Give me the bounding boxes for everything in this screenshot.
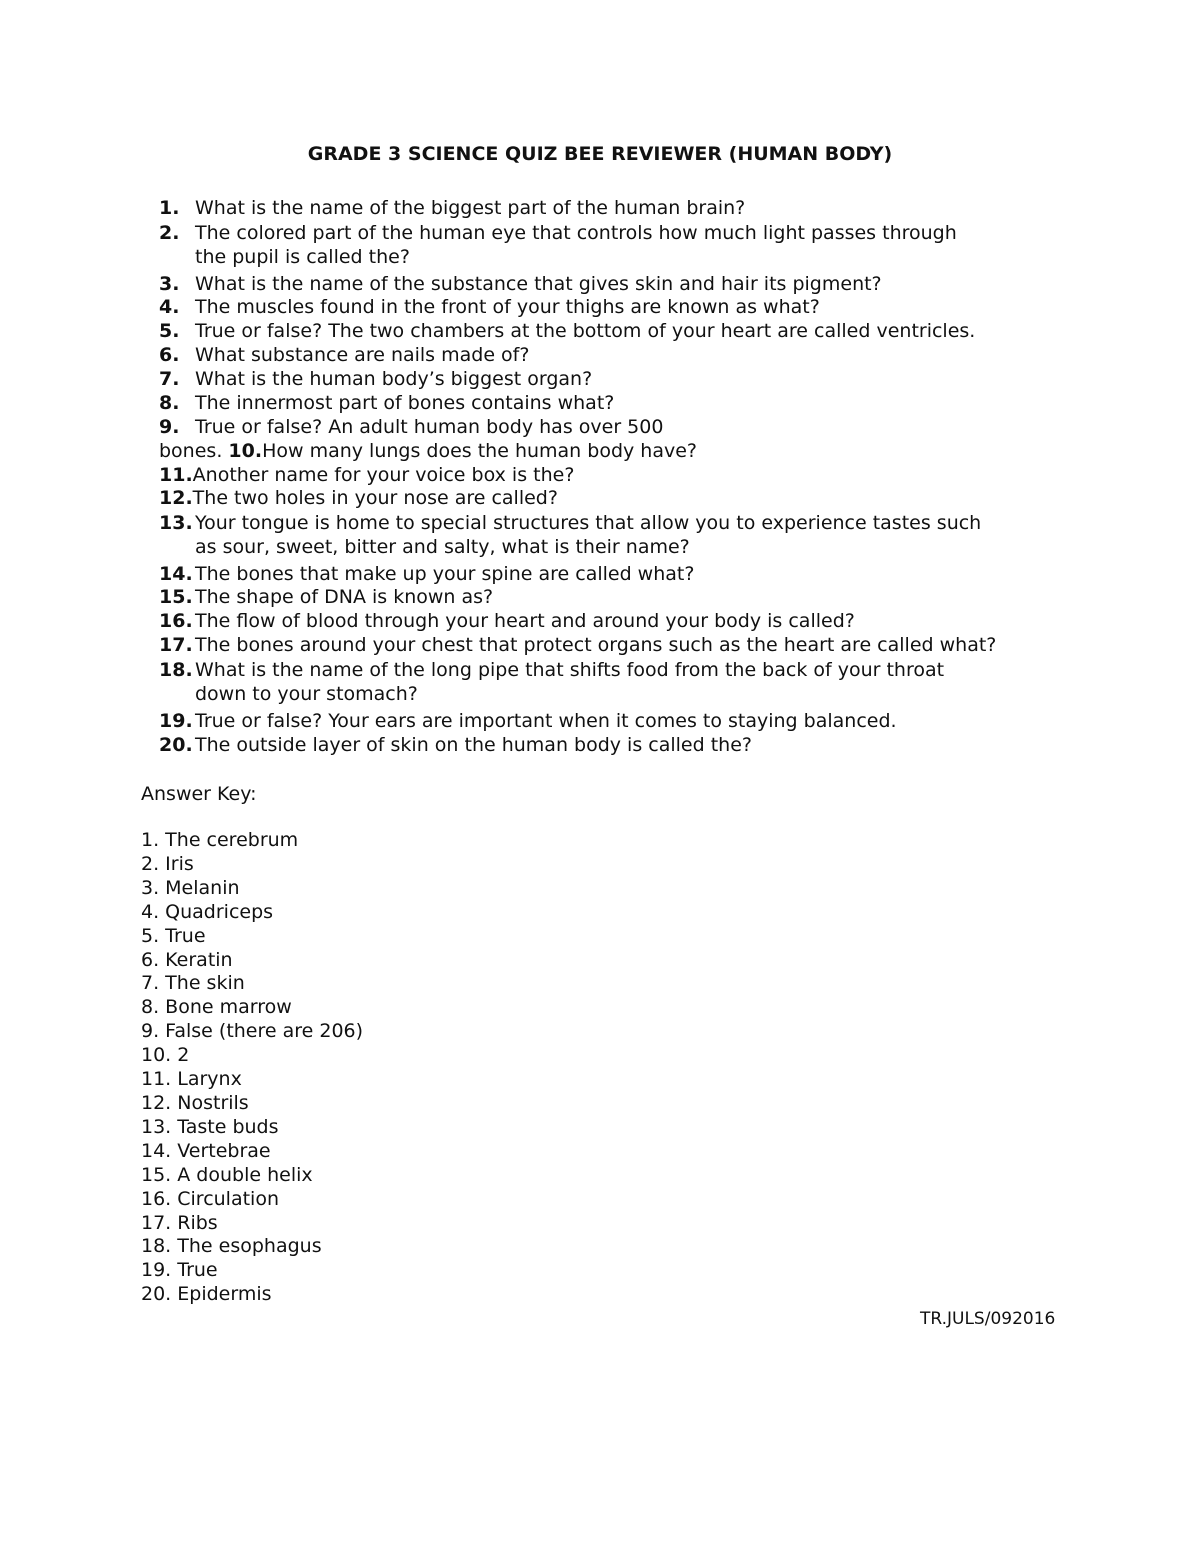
answer-item: 5. True bbox=[141, 924, 206, 947]
question-9 bbox=[159, 415, 663, 439]
answer-item: 3. Melanin bbox=[141, 876, 240, 899]
question-text: The colored part of the human eye that controls how much light passes through bbox=[195, 222, 957, 244]
question-number: 15. bbox=[159, 586, 193, 608]
question-number: 8. bbox=[159, 392, 180, 414]
author-signature: TR.JULS/092016 bbox=[920, 1309, 1056, 1329]
question-continuation: as sour, sweet, bitter and salty, what is their name? bbox=[195, 536, 690, 558]
question-text: Your tongue is home to special structures that allow you to experience tastes such bbox=[195, 512, 982, 534]
answer-item: 19. True bbox=[141, 1259, 218, 1282]
answer-key-heading: Answer Key: bbox=[141, 783, 257, 805]
question-number: 13. bbox=[159, 512, 193, 534]
question-continuation: down to your stomach? bbox=[195, 683, 418, 705]
answer-item: 4. Quadriceps bbox=[141, 900, 274, 923]
question-number: 17. bbox=[159, 634, 193, 656]
question-16 bbox=[159, 609, 855, 633]
answer-item: 13. Taste buds bbox=[141, 1115, 279, 1138]
question-5 bbox=[159, 319, 975, 343]
question-6 bbox=[159, 343, 529, 367]
question-number: 9. bbox=[159, 416, 180, 438]
question-2 bbox=[159, 221, 957, 269]
answer-list bbox=[141, 829, 363, 1307]
question-number: 3. bbox=[159, 273, 180, 295]
answer-item: 10. 2 bbox=[141, 1044, 190, 1067]
question-text: The shape of DNA is known as? bbox=[195, 586, 494, 608]
question-19 bbox=[159, 709, 897, 733]
question-1 bbox=[159, 196, 745, 220]
question-text: What is the name of the substance that gives skin and hair its pigment? bbox=[195, 273, 882, 295]
question-continuation: the pupil is called the? bbox=[195, 246, 410, 268]
answer-item: 18. The esophagus bbox=[141, 1235, 322, 1258]
answer-item: 2. Iris bbox=[141, 852, 194, 875]
answer-item: 7. The skin bbox=[141, 972, 245, 995]
question-number: 2. bbox=[159, 222, 180, 244]
question-text: The two holes in your nose are called? bbox=[192, 487, 558, 509]
answer-item: 17. Ribs bbox=[141, 1211, 218, 1234]
question-13 bbox=[159, 511, 981, 559]
answer-item: 11. Larynx bbox=[141, 1068, 242, 1091]
answer-item: 14. Vertebrae bbox=[141, 1139, 271, 1162]
question-7 bbox=[159, 367, 592, 391]
question-number: 10. bbox=[228, 440, 263, 462]
question-20 bbox=[159, 733, 752, 757]
question-number: 12. bbox=[159, 487, 193, 509]
question-text: The muscles found in the front of your thighs are known as what? bbox=[195, 296, 820, 318]
page-title: GRADE 3 SCIENCE QUIZ BEE REVIEWER (HUMAN BODY) bbox=[307, 143, 893, 165]
answer-item: 9. False (there are 206) bbox=[141, 1020, 364, 1043]
question-text: The bones around your chest that protect organs such as the heart are called what? bbox=[195, 634, 997, 656]
question-15 bbox=[159, 585, 493, 609]
question-10 bbox=[159, 439, 697, 463]
question-text: True or false? An adult human body has over 500 bbox=[195, 416, 664, 438]
question-number: 1. bbox=[159, 197, 180, 219]
question-11 bbox=[159, 463, 574, 487]
question-text: The bones that make up your spine are called what? bbox=[195, 563, 695, 585]
answer-item: 16. Circulation bbox=[141, 1187, 280, 1210]
question-number: 11. bbox=[159, 464, 193, 486]
answer-item: 15. A double helix bbox=[141, 1163, 313, 1186]
question-text: True or false? Your ears are important when it comes to staying balanced. bbox=[195, 710, 897, 732]
question-8 bbox=[159, 391, 614, 415]
answer-item: 1. The cerebrum bbox=[141, 829, 299, 851]
question-number: 7. bbox=[159, 368, 180, 390]
question-18 bbox=[159, 658, 944, 706]
answer-item: 20. Epidermis bbox=[141, 1283, 272, 1306]
question-9-continuation: bones. bbox=[159, 440, 229, 462]
question-number: 19. bbox=[159, 710, 193, 732]
question-text: The flow of blood through your heart and around your body is called? bbox=[195, 610, 855, 632]
answer-item: 6. Keratin bbox=[141, 948, 233, 971]
question-number: 5. bbox=[159, 320, 180, 342]
question-number: 4. bbox=[159, 296, 180, 318]
question-text: The outside layer of skin on the human body is called the? bbox=[195, 734, 752, 756]
question-text: What substance are nails made of? bbox=[195, 344, 530, 366]
question-number: 6. bbox=[159, 344, 180, 366]
answer-item: 12. Nostrils bbox=[141, 1091, 249, 1114]
question-3 bbox=[159, 272, 882, 296]
question-number: 18. bbox=[159, 659, 193, 681]
question-text: What is the name of the biggest part of the human brain? bbox=[195, 197, 746, 219]
question-text: What is the human body’s biggest organ? bbox=[195, 368, 593, 390]
question-number: 20. bbox=[159, 734, 193, 756]
question-17 bbox=[159, 633, 996, 657]
answer-item: 8. Bone marrow bbox=[141, 996, 292, 1019]
question-text: Another name for your voice box is the? bbox=[192, 464, 575, 486]
question-14 bbox=[159, 562, 694, 586]
question-4 bbox=[159, 295, 820, 319]
question-text: True or false? The two chambers at the bottom of your heart are called ventricles. bbox=[195, 320, 976, 342]
question-number: 16. bbox=[159, 610, 193, 632]
question-text: How many lungs does the human body have? bbox=[262, 440, 697, 462]
question-text: What is the name of the long pipe that shifts food from the back of your throat bbox=[195, 659, 945, 681]
question-number: 14. bbox=[159, 563, 193, 585]
question-12 bbox=[159, 486, 558, 510]
question-text: The innermost part of bones contains what? bbox=[195, 392, 615, 414]
